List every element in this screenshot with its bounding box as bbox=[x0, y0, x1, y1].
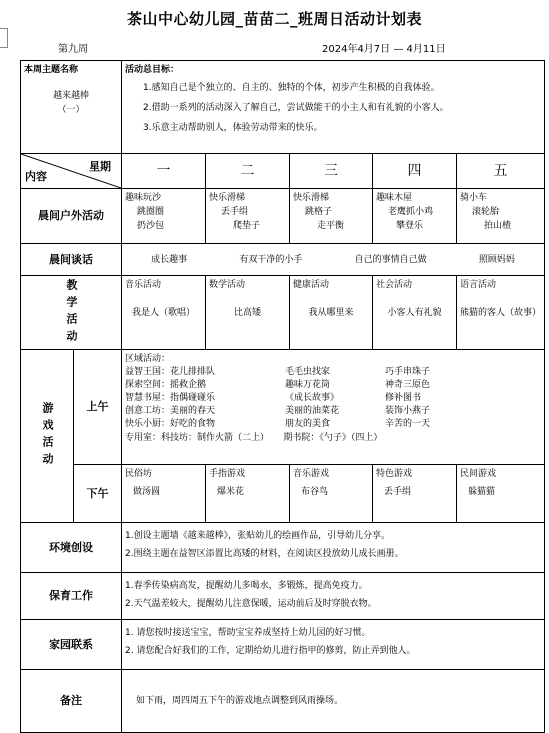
outdoor-cell-thu bbox=[373, 189, 457, 244]
home-label: 家园联系 bbox=[21, 620, 122, 670]
plan-table bbox=[20, 60, 545, 733]
note-label: 备注 bbox=[21, 670, 122, 733]
goal-item: 1.感知自己是个独立的、自主的、独特的个体，初步产生积极的自我体验。 bbox=[143, 83, 440, 93]
outdoor-title: 趣味木屋 bbox=[376, 193, 413, 203]
area-item: 毛毛虫找家 bbox=[285, 367, 331, 377]
outdoor-item: 跳格子 bbox=[305, 207, 333, 217]
edu-name: 我从哪里来 bbox=[308, 308, 354, 318]
area-item: 修补图书 bbox=[385, 393, 422, 403]
edu-type: 健康活动 bbox=[293, 280, 330, 290]
goal-item: 3.乐意主动帮助别人，体验劳动带来的快乐。 bbox=[143, 123, 323, 133]
edu-cell-thu bbox=[373, 276, 457, 350]
outdoor-item: 爬垫子 bbox=[233, 221, 261, 231]
area-item: 创意工坊：美丽的春天 bbox=[125, 406, 216, 416]
talk-item: 有双干净的小手 bbox=[239, 254, 303, 265]
edu-type: 音乐活动 bbox=[125, 280, 162, 290]
area-item: 快乐小厨：好吃的食物 bbox=[125, 419, 216, 429]
outdoor-cell-fri bbox=[457, 189, 545, 244]
home-cell bbox=[122, 620, 545, 670]
outdoor-title: 快乐滑梯 bbox=[209, 193, 246, 203]
edu-name: 我是人（歌唱） bbox=[132, 308, 196, 318]
talk-item: 自己的事情自己做 bbox=[354, 254, 427, 265]
outdoor-row bbox=[21, 189, 545, 244]
area-item: 装饰小燕子 bbox=[385, 406, 431, 416]
outdoor-label: 晨间户外活动 bbox=[21, 189, 122, 244]
page-title: 茶山中心幼儿园_苗苗二_班周日活动计划表 bbox=[126, 10, 422, 28]
edu-type: 数学活动 bbox=[209, 280, 246, 290]
outdoor-title: 趣味玩沙 bbox=[125, 193, 162, 203]
area-item: 朋友的美食 bbox=[285, 419, 331, 429]
area-grid bbox=[125, 366, 541, 431]
pm-cell-fri bbox=[457, 465, 545, 523]
theme-name: 越来越棒 bbox=[53, 91, 90, 101]
outdoor-item: 拍山楂 bbox=[484, 221, 512, 231]
margin-bracket bbox=[0, 28, 8, 48]
care-cell bbox=[122, 573, 545, 620]
talk-label: 晨间谈话 bbox=[21, 244, 122, 276]
talk-row bbox=[21, 244, 545, 276]
day-header-row bbox=[21, 154, 545, 189]
outdoor-cell-tue bbox=[206, 189, 290, 244]
diagonal-header-cell bbox=[21, 154, 122, 189]
content-word: 内容 bbox=[25, 170, 47, 183]
care-item: 1.春季传染病高发，提醒幼儿多喝水，多锻炼，提高免疫力。 bbox=[125, 581, 368, 591]
game-label-cell bbox=[21, 350, 74, 523]
game-label: 游戏活动 bbox=[41, 402, 54, 470]
env-cell bbox=[122, 523, 545, 573]
edu-name: 熊猫的客人（故事） bbox=[460, 308, 542, 318]
pm-cell-thu bbox=[373, 465, 457, 523]
pm-type: 民俗坊 bbox=[125, 469, 153, 479]
day-header-wed: 三 bbox=[290, 154, 373, 189]
edu-name: 比高矮 bbox=[234, 308, 262, 318]
talk-item: 照顾妈妈 bbox=[478, 254, 515, 265]
pm-type: 特色游戏 bbox=[376, 469, 413, 479]
area-item: 辛苦的一天 bbox=[385, 419, 431, 429]
edu-cell-fri bbox=[457, 276, 545, 350]
outdoor-item: 攀登乐 bbox=[396, 221, 424, 231]
theme-part: （一） bbox=[57, 105, 85, 115]
outdoor-item: 走平衡 bbox=[317, 221, 345, 231]
theme-cell bbox=[21, 61, 122, 154]
note-text: 如下雨，周四周五下午的游戏地点调整到风雨操场。 bbox=[122, 670, 545, 733]
week-word: 星期 bbox=[89, 160, 112, 173]
pm-name: 布谷鸟 bbox=[301, 487, 329, 497]
env-label: 环境创设 bbox=[21, 523, 122, 573]
note-row bbox=[21, 670, 545, 733]
area-item: 智慧书屋：指偶碰碰乐 bbox=[125, 393, 216, 403]
goals-heading: 活动总目标： bbox=[125, 65, 180, 75]
day-header-thu: 四 bbox=[373, 154, 457, 189]
goals-cell bbox=[122, 61, 545, 154]
edu-label-cell bbox=[21, 276, 122, 350]
env-item: 1.创设主题墙《越来越棒》，张贴幼儿的绘画作品，引导幼儿分享。 bbox=[125, 531, 391, 541]
area-item: 益智王国：花儿排排队 bbox=[125, 367, 216, 377]
theme-label: 本周主题名称 bbox=[24, 65, 79, 75]
home-row bbox=[21, 620, 545, 670]
area-item: 《成长故事》 bbox=[285, 393, 340, 403]
theme-row bbox=[21, 61, 545, 154]
care-row bbox=[21, 573, 545, 620]
care-item: 2.天气温差较大，提醒幼儿注意保暖，运动前后及时穿脱衣物。 bbox=[125, 599, 377, 609]
pm-name: 做汤圆 bbox=[133, 487, 161, 497]
special-room: 专用室：科技坊：制作火箭（二上） 期书院：《勺子》（四上） bbox=[125, 433, 383, 443]
edu-cell-wed bbox=[290, 276, 373, 350]
edu-row bbox=[21, 276, 545, 350]
game-am-label: 上午 bbox=[74, 350, 122, 465]
pm-name: 爆米花 bbox=[217, 487, 245, 497]
outdoor-item: 老鹰抓小鸡 bbox=[388, 207, 434, 217]
area-item: 神奇三原色 bbox=[385, 380, 431, 390]
game-am-row bbox=[21, 350, 545, 465]
day-header-tue: 二 bbox=[206, 154, 290, 189]
pm-type: 音乐游戏 bbox=[293, 469, 330, 479]
outdoor-item: 滚轮胎 bbox=[472, 207, 500, 217]
outdoor-title: 骑小车 bbox=[460, 193, 488, 203]
edu-label: 教学活动 bbox=[65, 278, 78, 347]
area-item: 巧手串珠子 bbox=[385, 367, 431, 377]
outdoor-cell-mon bbox=[122, 189, 206, 244]
pm-cell-mon bbox=[122, 465, 206, 523]
week-label: 第九周 bbox=[58, 44, 88, 55]
pm-cell-wed bbox=[290, 465, 373, 523]
game-pm-label: 下午 bbox=[74, 465, 122, 523]
edu-type: 社会活动 bbox=[376, 280, 413, 290]
outdoor-item: 跳圈圈 bbox=[137, 207, 165, 217]
outdoor-item: 扔沙包 bbox=[137, 221, 165, 231]
area-item: 探索空间：摇救企鹅 bbox=[125, 380, 207, 390]
outdoor-title: 快乐滑梯 bbox=[293, 193, 330, 203]
edu-cell-tue bbox=[206, 276, 290, 350]
talk-item: 成长趣事 bbox=[151, 254, 188, 265]
pm-type: 民间游戏 bbox=[460, 469, 497, 479]
area-title: 区域活动： bbox=[125, 354, 171, 364]
day-header-mon: 一 bbox=[122, 154, 206, 189]
env-row bbox=[21, 523, 545, 573]
home-item: 2. 请您配合好我们的工作，定期给幼儿进行指甲的修剪，防止弄到他人。 bbox=[125, 646, 416, 656]
area-item: 趣味万花筒 bbox=[285, 380, 331, 390]
area-item: 美丽的油菜花 bbox=[285, 406, 340, 416]
outdoor-cell-wed bbox=[290, 189, 373, 244]
home-item: 1. 请您按时接送宝宝，帮助宝宝养成坚持上幼儿园的好习惯。 bbox=[125, 628, 371, 638]
edu-name: 小客人有礼貌 bbox=[387, 308, 442, 318]
game-pm-row bbox=[21, 465, 545, 523]
date-range: 2024年4月7日 — 4月11日 bbox=[322, 44, 446, 55]
env-item: 2.围绕主题在益智区添置比高矮的材料，在阅读区投放幼儿成长画册。 bbox=[125, 549, 404, 559]
goal-item: 2.借助一系列的活动深入了解自己，尝试做能干的小主人和有礼貌的小客人。 bbox=[143, 103, 449, 113]
outdoor-item: 丢手绢 bbox=[221, 207, 249, 217]
edu-cell-mon bbox=[122, 276, 206, 350]
pm-name: 丢手绢 bbox=[384, 487, 412, 497]
talk-cell bbox=[122, 244, 545, 276]
pm-cell-tue bbox=[206, 465, 290, 523]
day-header-fri: 五 bbox=[457, 154, 545, 189]
edu-type: 语言活动 bbox=[460, 280, 497, 290]
care-label: 保育工作 bbox=[21, 573, 122, 620]
pm-type: 手指游戏 bbox=[209, 469, 246, 479]
area-cell bbox=[122, 350, 545, 465]
pm-name: 躲猫猫 bbox=[468, 487, 496, 497]
